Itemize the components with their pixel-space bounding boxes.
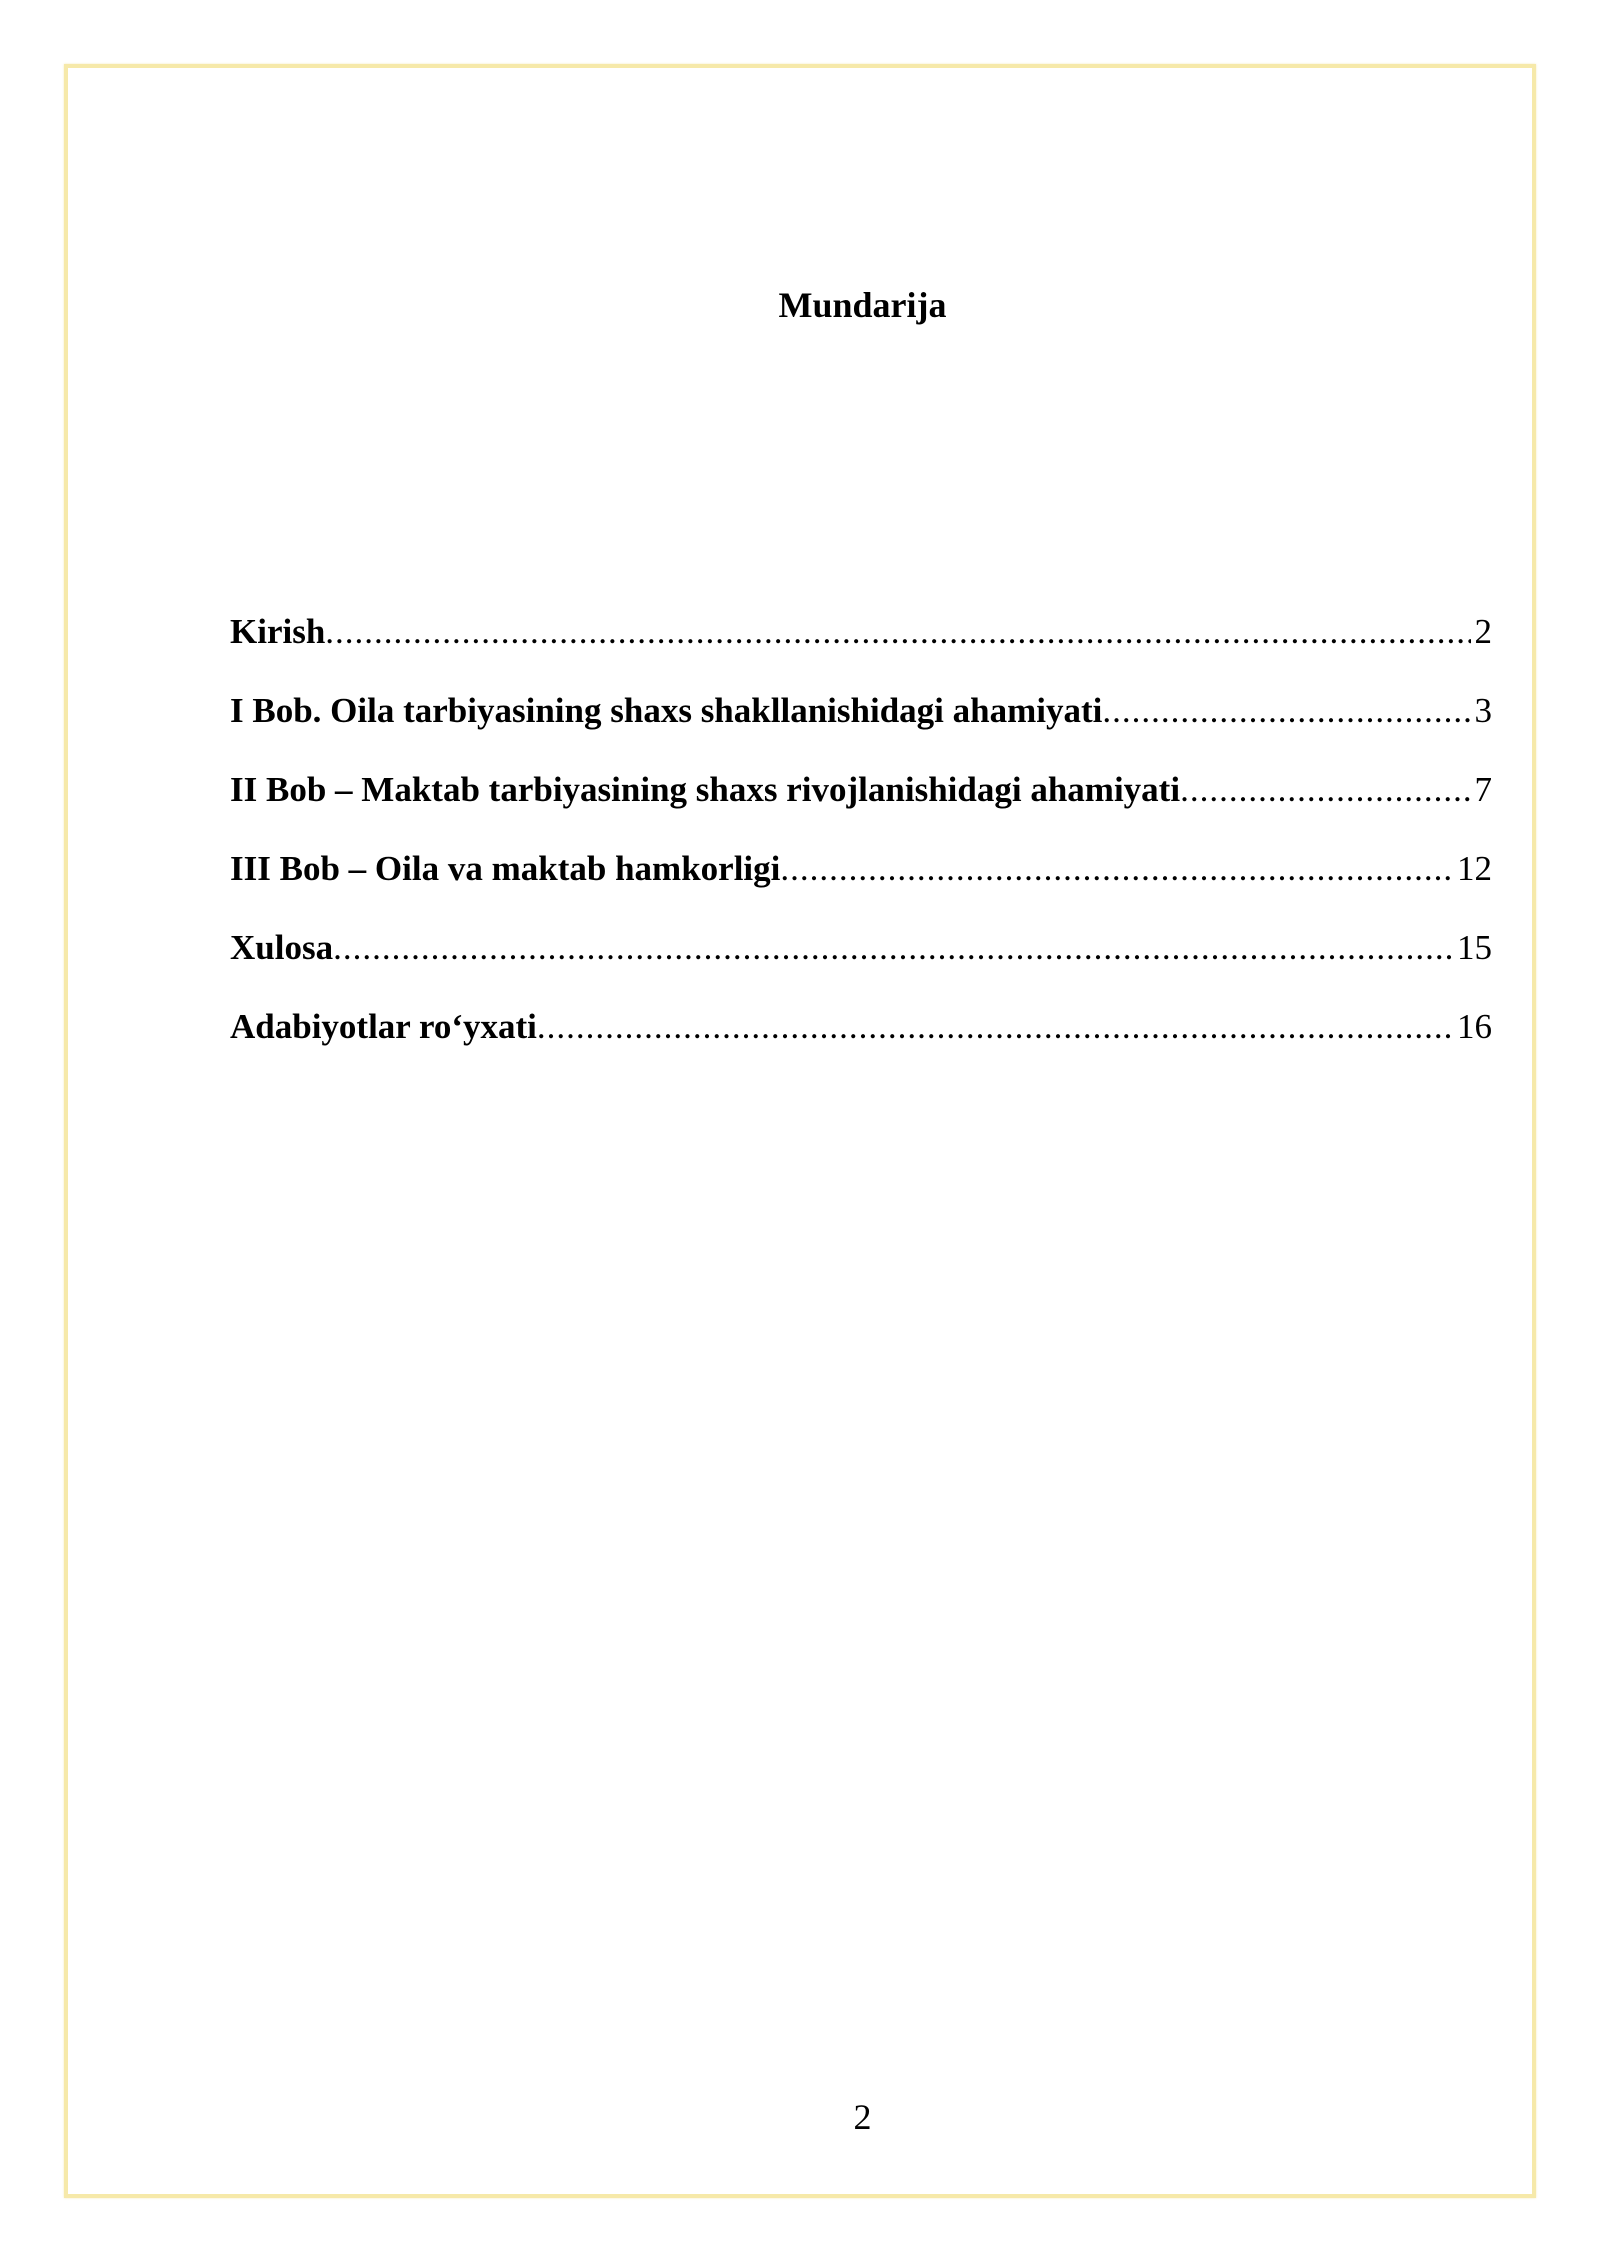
toc-dot-leader bbox=[780, 847, 1453, 891]
toc-entry-adabiyotlar[interactable] bbox=[230, 1005, 1492, 1084]
toc-dot-leader bbox=[333, 926, 1453, 970]
toc-entry-xulosa[interactable] bbox=[230, 926, 1492, 1005]
toc-entry-page: 16 bbox=[1457, 1007, 1492, 1046]
toc-entry-page: 15 bbox=[1457, 928, 1492, 967]
toc-entry-page: 7 bbox=[1474, 770, 1492, 809]
toc-entry-chapter-1[interactable] bbox=[230, 689, 1492, 768]
toc-entry-label: Adabiyotlar ro‘yxati bbox=[230, 1007, 537, 1046]
page-border bbox=[64, 64, 1536, 2198]
page-number: 2 bbox=[853, 2097, 872, 2137]
toc-dot-leader bbox=[1180, 768, 1470, 812]
toc-dot-leader bbox=[537, 1005, 1453, 1049]
toc-entry-chapter-2[interactable] bbox=[230, 768, 1492, 847]
toc-entry-label: Xulosa bbox=[230, 928, 334, 967]
toc-entry-label: III Bob – Oila va maktab hamkorligi bbox=[230, 849, 781, 888]
toc-entry-label: I Bob. Oila tarbiyasining shaxs shakllanishidagi ahamiyati bbox=[230, 691, 1103, 730]
toc-dot-leader bbox=[325, 610, 1470, 654]
toc-dot-leader bbox=[1102, 689, 1470, 733]
toc-entry-page: 3 bbox=[1474, 691, 1492, 730]
toc-entry-page: 2 bbox=[1474, 612, 1492, 651]
toc-entry-label: II Bob – Maktab tarbiyasining shaxs rivojlanishidagi ahamiyati bbox=[230, 770, 1181, 809]
toc-entry-page: 12 bbox=[1457, 849, 1492, 888]
toc-entry-kirish[interactable] bbox=[230, 610, 1492, 689]
toc-entry-label: Kirish bbox=[230, 612, 326, 651]
page-title: Mundarija bbox=[778, 285, 947, 325]
table-of-contents bbox=[230, 610, 1492, 1084]
toc-entry-chapter-3[interactable] bbox=[230, 847, 1492, 926]
